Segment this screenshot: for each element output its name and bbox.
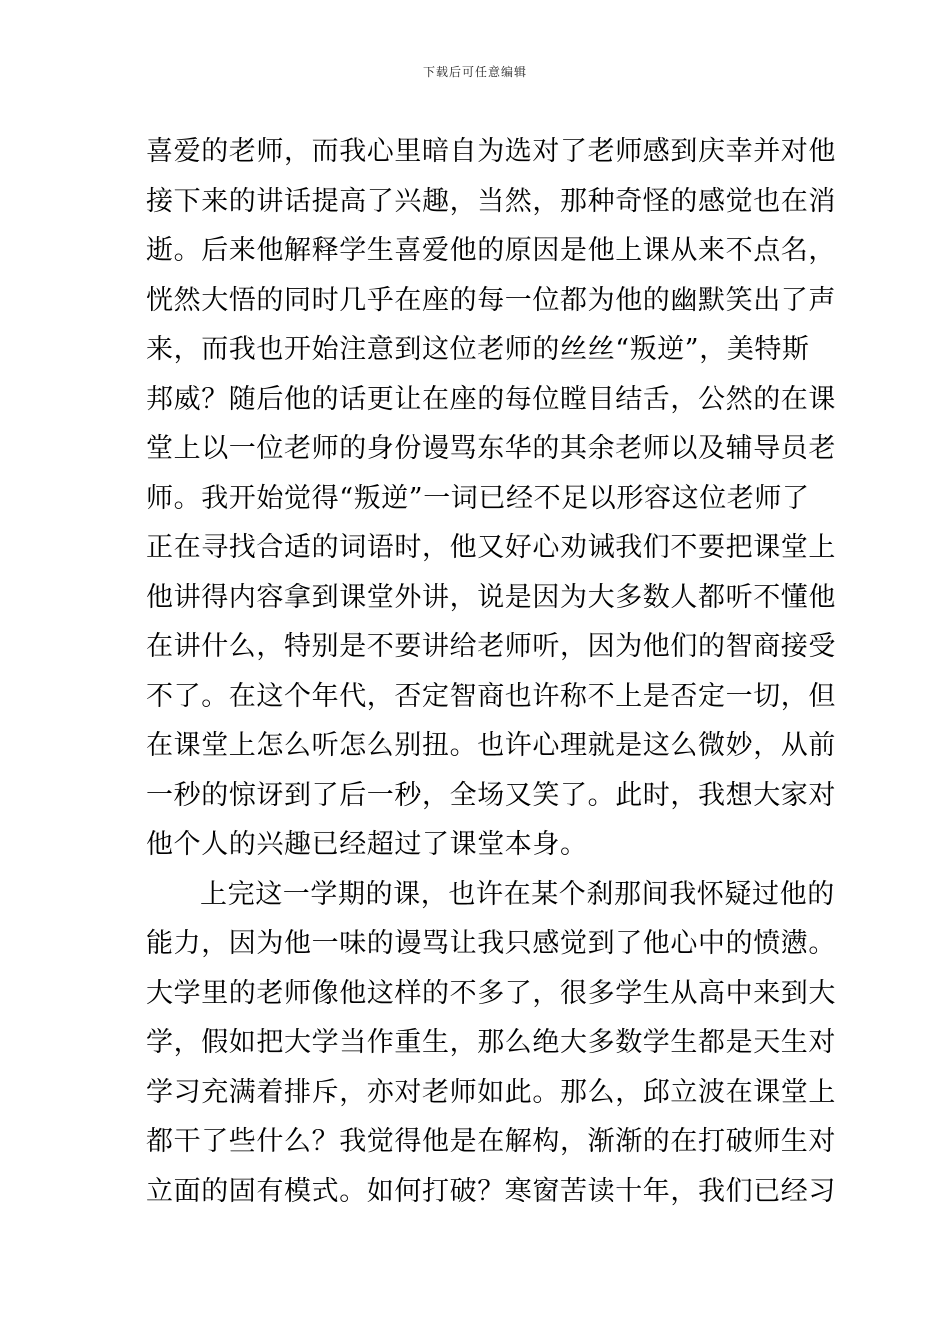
text-line: 学习充满着排斥，亦对老师如此。那么，邱立波在课堂上: [146, 1076, 836, 1108]
paragraph-2: [146, 870, 836, 1217]
text-line: 喜爱的老师，而我心里暗自为选对了老师感到庆幸并对他: [146, 136, 836, 167]
text-line: 他讲得内容拿到课堂外讲，说是因为大多数人都听不懂他: [146, 581, 836, 613]
text-line: 邦威？随后他的话更让在座的每位瞠目结舌，公然的在课: [146, 383, 836, 415]
text-line: 师。我开始觉得“叛逆”一词已经不足以形容这位老师了: [146, 482, 810, 514]
text-line: 接下来的讲话提高了兴趣，当然，那种奇怪的感觉也在消: [146, 185, 836, 217]
text-line: 在讲什么，特别是不要讲给老师听，因为他们的智商接受: [146, 631, 836, 662]
text-line: 在课堂上怎么听怎么别扭。也许心理就是这么微妙，从前: [146, 730, 836, 761]
text-line: 他个人的兴趣已经超过了课堂本身。: [146, 829, 588, 860]
text-line: 一秒的惊讶到了后一秒，全场又笑了。此时，我想大家对: [146, 779, 836, 811]
text-line: 立面的固有模式。如何打破？寒窗苦读十年，我们已经习: [146, 1175, 836, 1207]
page-header: 下载后可任意编辑: [422, 65, 527, 79]
text-line: 都干了些什么？我觉得他是在解构，渐渐的在打破师生对: [146, 1126, 836, 1157]
text-line: 来，而我也开始注意到这位老师的丝丝“叛逆”，美特斯: [146, 334, 810, 365]
text-line: 恍然大悟的同时几乎在座的每一位都为他的幽默笑出了声: [146, 284, 836, 316]
text-line: 堂上以一位老师的身份谩骂东华的其余老师以及辅导员老: [146, 433, 836, 464]
text-line: 学，假如把大学当作重生，那么绝大多数学生都是天生对: [146, 1027, 836, 1058]
text-line: 逝。后来他解释学生喜爱他的原因是他上课从来不点名，: [146, 235, 836, 266]
text-line: 正在寻找合适的词语时，他又好心劝诫我们不要把课堂上: [146, 532, 836, 563]
body-text: [146, 127, 836, 1216]
text-line: 上完这一学期的课，也许在某个刹那间我怀疑过他的: [200, 878, 835, 910]
text-line: 能力，因为他一味的谩骂让我只感觉到了他心中的愤懑。: [146, 928, 836, 959]
text-line: 大学里的老师像他这样的不多了，很多学生从高中来到大: [146, 977, 836, 1009]
paragraph-1: [146, 127, 836, 870]
text-line: 不了。在这个年代，否定智商也许称不上是否定一切，但: [146, 680, 836, 712]
